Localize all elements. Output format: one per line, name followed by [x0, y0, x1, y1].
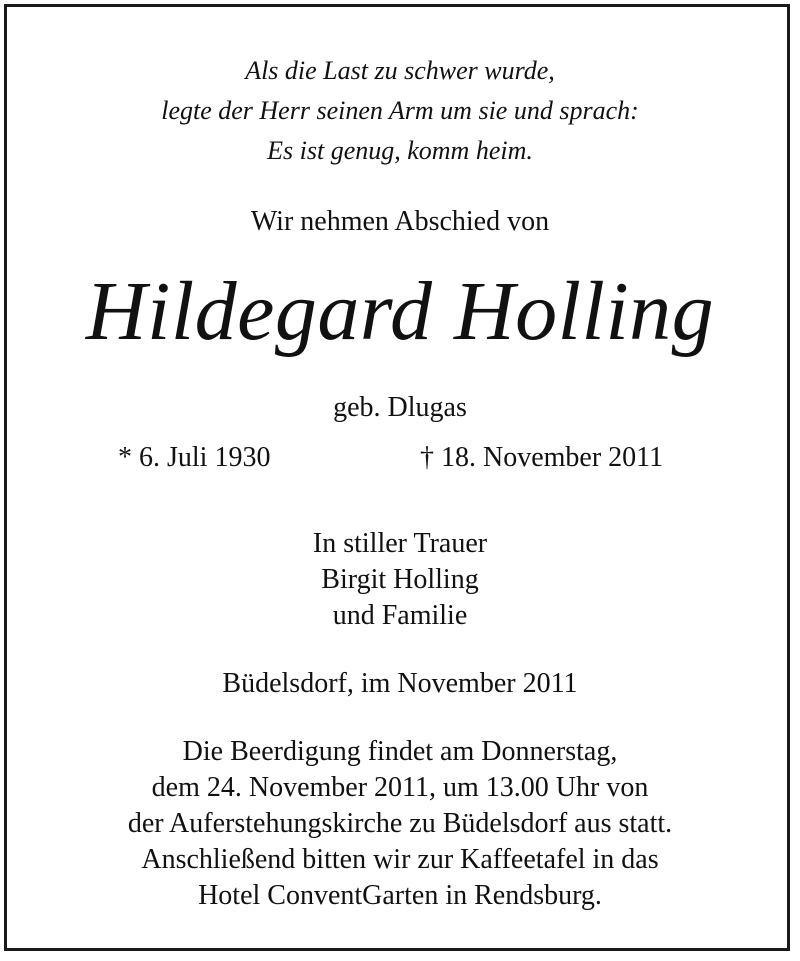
- funeral-line-2: dem 24. November 2011, um 13.00 Uhr von: [151, 772, 649, 803]
- deceased-name: Hildegard Holling: [85, 265, 715, 358]
- funeral-line-3: der Auferstehungskirche zu Büdelsdorf aus statt.: [127, 808, 673, 839]
- place-date: Büdelsdorf, im November 2011: [222, 668, 578, 699]
- death-date: † 18. November 2011: [420, 442, 664, 473]
- mourners-line-1: In stiller Trauer: [312, 528, 488, 559]
- birth-date: * 6. Juli 1930: [118, 442, 271, 473]
- funeral-line-5: Hotel ConventGarten in Rendsburg.: [198, 880, 602, 911]
- mourners-line-2: Birgit Holling: [321, 564, 479, 595]
- verse-line-1: Als die Last zu schwer wurde,: [245, 56, 555, 85]
- maiden-name: geb. Dlugas: [333, 392, 467, 423]
- verse-line-3: Es ist genug, komm heim.: [267, 136, 533, 165]
- funeral-line-4: Anschließend bitten wir zur Kaffeetafel in das: [141, 844, 659, 875]
- funeral-line-1: Die Beerdigung findet am Donnerstag,: [182, 736, 618, 767]
- mourners-line-3: und Familie: [332, 600, 468, 631]
- verse-line-2: legte der Herr seinen Arm um sie und sprach:: [161, 96, 639, 125]
- intro-line: Wir nehmen Abschied von: [250, 206, 550, 237]
